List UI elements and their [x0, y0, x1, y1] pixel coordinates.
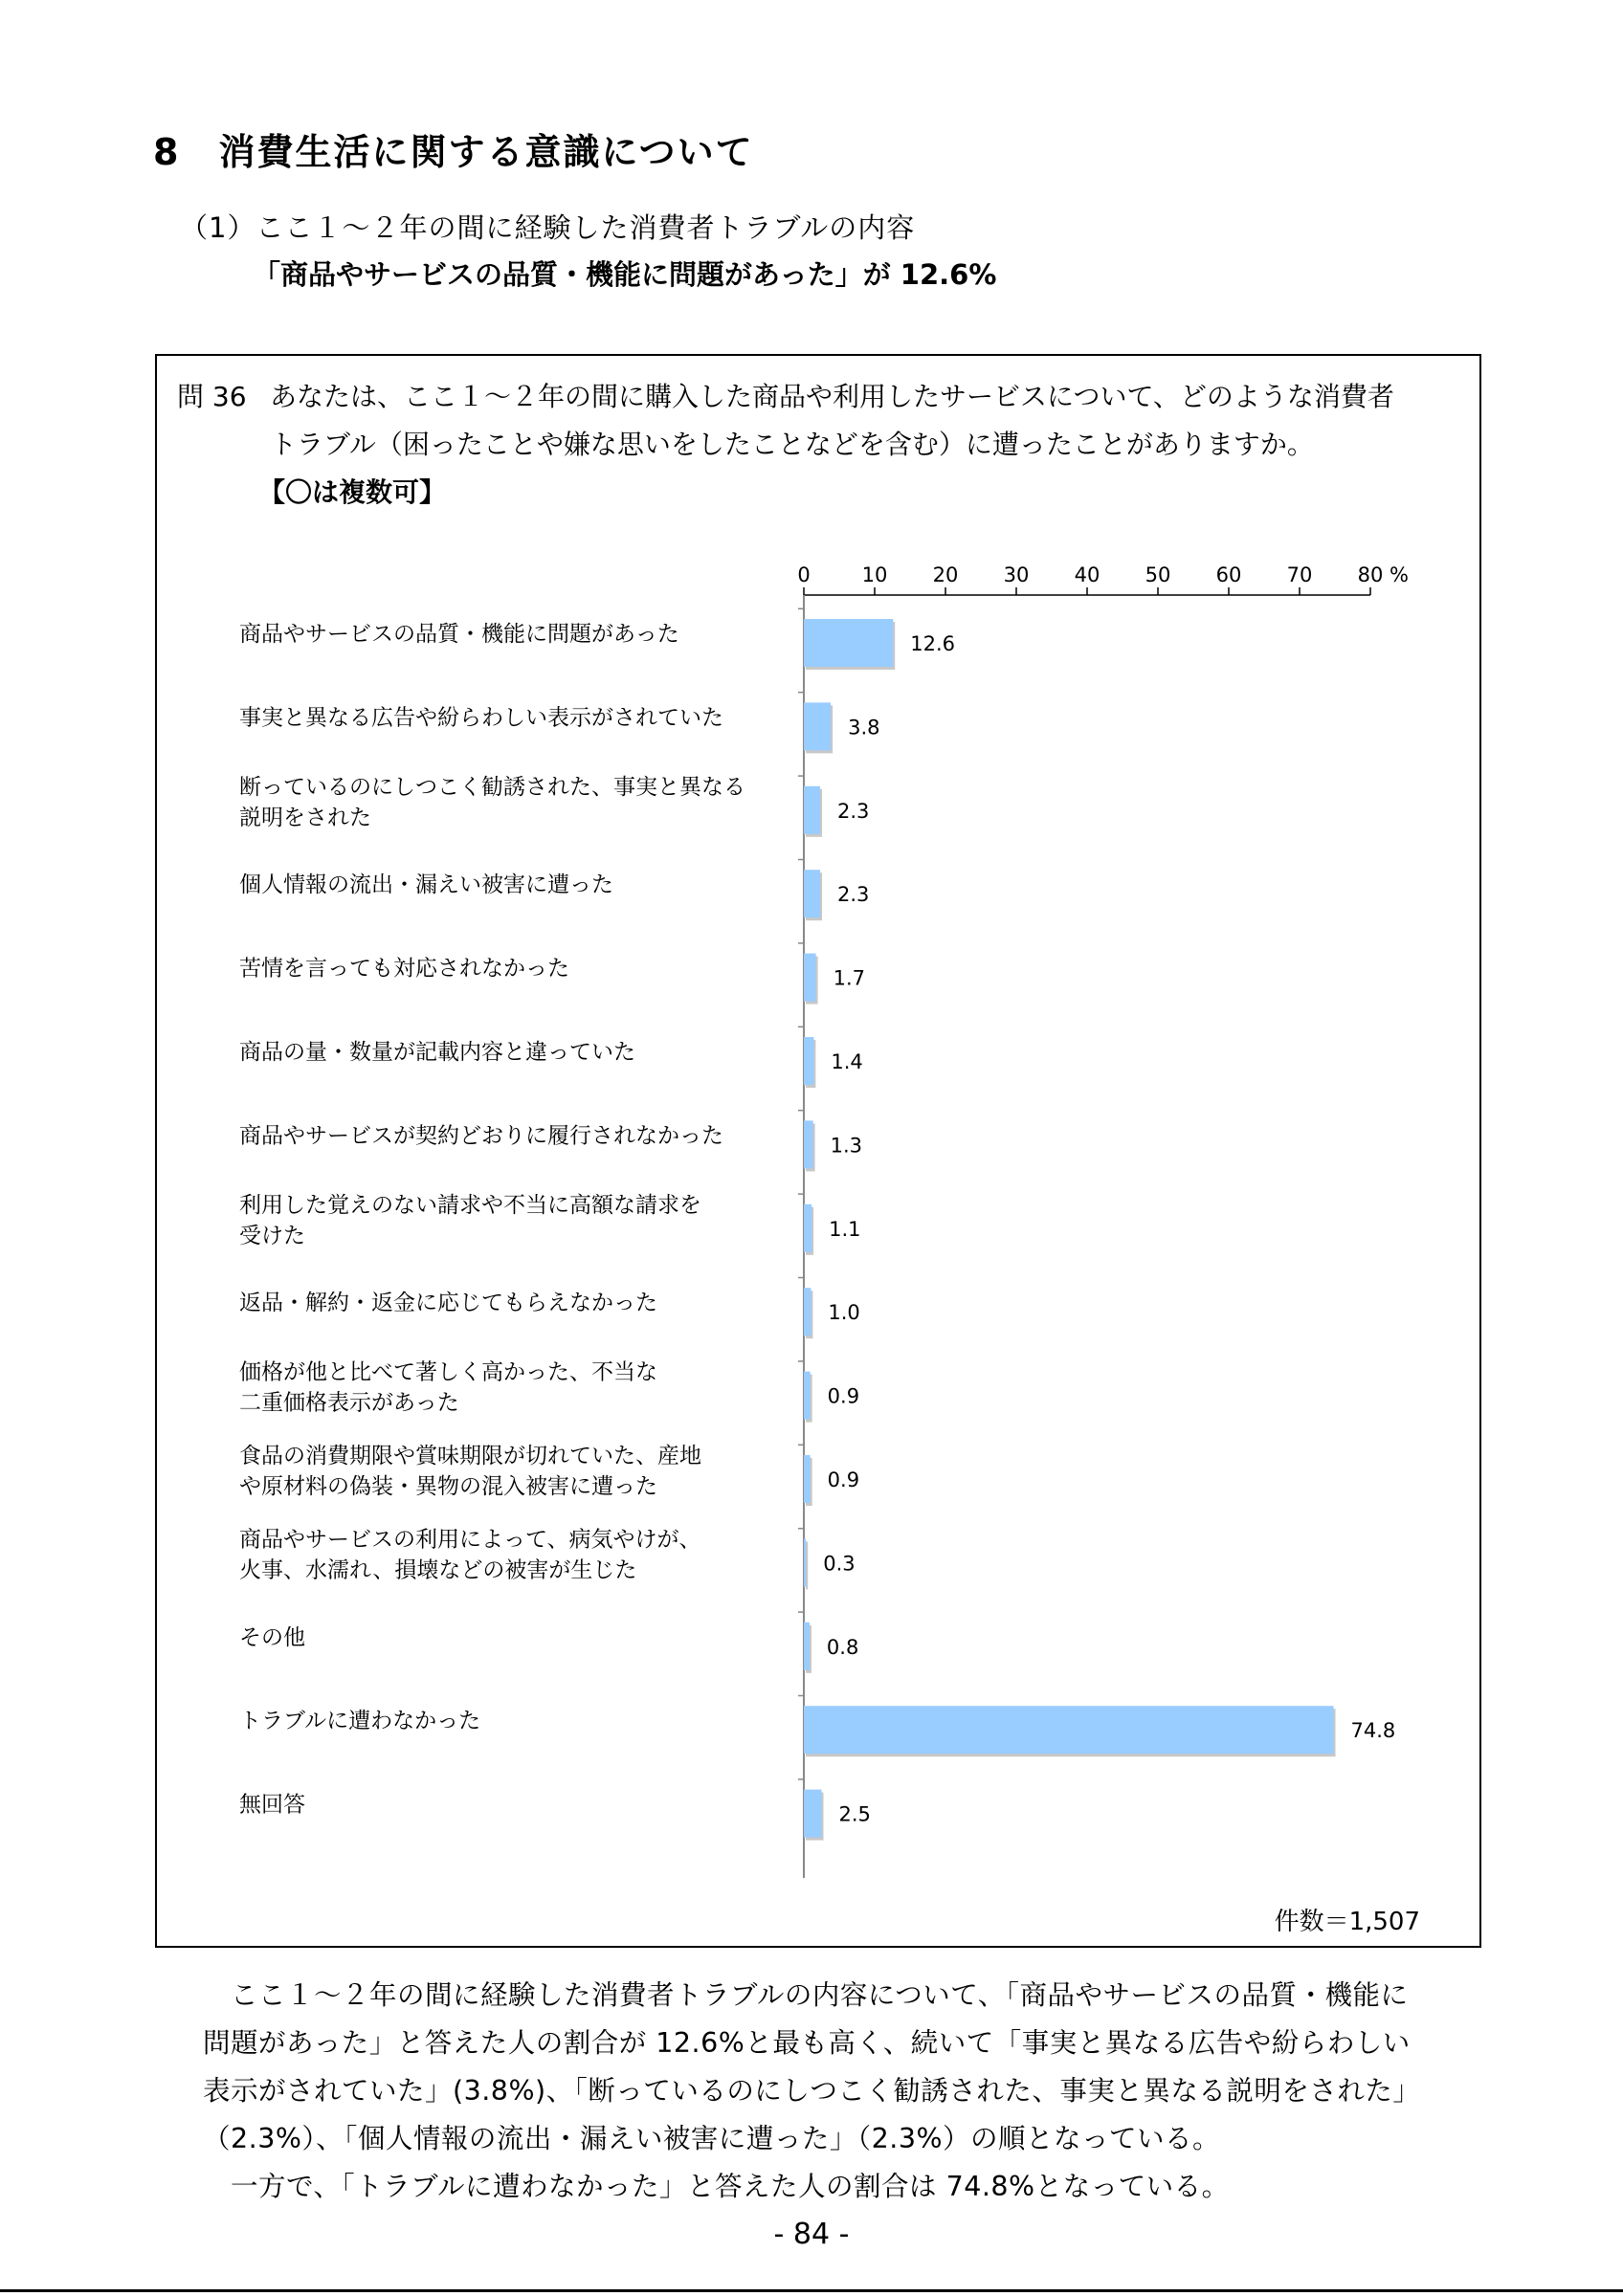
category-label: 説明をされた — [239, 805, 371, 830]
category-label: その他 — [239, 1624, 305, 1650]
category-label: 商品やサービスが契約どおりに履行されなかった — [239, 1123, 723, 1149]
bar-value-label: 2.3 — [837, 883, 870, 907]
bar-value-label: 74.8 — [1350, 1719, 1396, 1743]
bar-value-label: 2.5 — [838, 1802, 871, 1826]
bar-value-label: 0.9 — [827, 1384, 860, 1408]
category-label: 利用した覚えのない請求や不当に高額な請求を — [239, 1192, 701, 1218]
bar — [804, 1288, 811, 1336]
category-label: や原材料の偽装・異物の混入被害に遭った — [239, 1474, 657, 1499]
bar — [804, 619, 893, 667]
bar-value-label: 0.8 — [826, 1635, 859, 1659]
bar-value-label: 1.3 — [830, 1134, 863, 1158]
category-label: 商品の量・数量が記載内容と違っていた — [239, 1040, 635, 1065]
bar-value-label: 1.7 — [833, 966, 865, 990]
question-number: 問 36 — [177, 381, 247, 412]
bar-value-label: 12.6 — [910, 632, 956, 655]
page-bottom-rule — [0, 2289, 1623, 2292]
bar — [804, 1204, 812, 1252]
x-tick-label: 60 — [1215, 563, 1242, 586]
bar — [804, 1372, 811, 1420]
x-axis-unit: % — [1390, 563, 1409, 586]
summary-line-3: 表示がされていた」(3.8%)、「断っているのにしつこく勧誘された、事実と異なる説明をされた」 — [203, 2075, 1421, 2107]
x-tick-label: 70 — [1286, 563, 1313, 586]
category-label: トラブルに遭わなかった — [239, 1709, 481, 1734]
x-tick-label: 40 — [1074, 563, 1101, 586]
bar — [804, 1037, 813, 1085]
x-tick-label: 50 — [1145, 563, 1171, 586]
category-label: 二重価格表示があった — [239, 1390, 459, 1416]
bar — [804, 1120, 813, 1168]
category-label: 受けた — [239, 1223, 305, 1248]
bar — [804, 1538, 806, 1586]
subsection-heading: （1）ここ１～２年の間に経験した消費者トラブルの内容 — [180, 211, 916, 244]
bar — [804, 954, 816, 1002]
x-tick-label: 10 — [861, 563, 888, 586]
category-label: 価格が他と比べて著しく高かった、不当な — [239, 1359, 657, 1385]
bar-value-label: 1.0 — [828, 1301, 860, 1325]
bar — [804, 1623, 810, 1670]
summary-line-2: 問題があった」と答えた人の割合が 12.6%と最も高く、続いて「事実と異なる広告や紛らわしい — [203, 2027, 1411, 2059]
section-heading: 8 消費生活に関する意識について — [153, 131, 754, 173]
bar-shadow — [806, 1541, 808, 1589]
question-note: 【〇は複数可】 — [258, 476, 447, 508]
summary-line-1: ここ１～２年の間に経験した消費者トラブルの内容について、「商品やサービスの品質・機能に — [203, 1979, 1409, 2011]
bar — [804, 870, 820, 917]
bar-value-label: 0.9 — [827, 1468, 860, 1491]
bar-value-label: 1.4 — [831, 1050, 863, 1073]
category-label: 事実と異なる広告や紛らわしい表示がされていた — [239, 705, 723, 731]
x-tick-label: 80 — [1357, 563, 1384, 586]
page-number: - 84 - — [773, 2218, 850, 2251]
category-label: 火事、水濡れ、損壊などの被害が生じた — [239, 1557, 637, 1583]
bar — [804, 1790, 822, 1838]
category-label: 無回答 — [239, 1792, 305, 1818]
x-tick-label: 20 — [932, 563, 959, 586]
subsection-highlight: 「商品やサービスの品質・機能に問題があった」が 12.6% — [253, 258, 997, 291]
category-label: 返品・解約・返金に応じてもらえなかった — [239, 1291, 657, 1316]
bar — [804, 702, 831, 750]
sample-size: 件数＝1,507 — [1274, 1908, 1420, 1936]
question-text-line2: トラブル（困ったことや嫌な思いをしたことなどを含む）に遭ったことがありますか。 — [270, 429, 1314, 460]
category-label: 食品の消費期限や賞味期限が切れていた、産地 — [239, 1444, 701, 1468]
bar — [804, 1455, 811, 1503]
category-label: 断っているのにしつこく勧誘された、事実と異なる — [239, 774, 745, 800]
category-label: 苦情を言っても対応されなかった — [239, 956, 569, 982]
x-tick-label: 30 — [1003, 563, 1030, 586]
category-label: 個人情報の流出・漏えい被害に遭った — [239, 872, 613, 898]
bar-value-label: 0.3 — [823, 1552, 856, 1576]
bar — [804, 786, 820, 834]
bar-value-label: 1.1 — [829, 1217, 861, 1241]
category-label: 商品やサービスの品質・機能に問題があった — [239, 622, 679, 647]
bar-value-label: 3.8 — [848, 716, 880, 740]
bar-value-label: 2.3 — [837, 799, 870, 823]
category-label: 商品やサービスの利用によって、病気やけが、 — [239, 1527, 701, 1553]
x-tick-label: 0 — [797, 563, 811, 586]
summary-line-4: （2.3%）、「個人情報の流出・漏えい被害に遭った」（2.3%）の順となっている。 — [203, 2123, 1221, 2154]
question-text-line1: あなたは、ここ１～２年の間に購入した商品や利用したサービスについて、どのような消費者 — [270, 381, 1394, 412]
bar — [804, 1706, 1334, 1754]
summary-line-5: 一方で、「トラブルに遭わなかった」と答えた人の割合は 74.8%となっている。 — [203, 2171, 1230, 2202]
